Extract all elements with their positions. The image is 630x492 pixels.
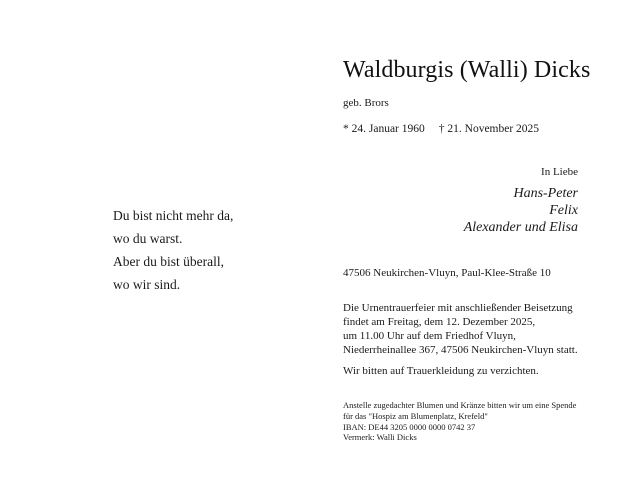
family-address: 47506 Neukirchen-Vluyn, Paul-Klee-Straße 10 [343,267,551,279]
deceased-name: Waldburgis (Walli) Dicks [343,57,591,83]
life-dates [343,123,539,135]
death-date: † 21. November 2025 [438,123,540,135]
clothing-note: Wir bitten auf Trauerkleidung zu verzichten. [343,365,539,377]
poem-line: wo du warst. [113,231,183,246]
donation-reference: Vermerk: Walli Dicks [343,432,417,443]
poem-line: wo wir sind. [113,277,181,292]
poem-line: Du bist nicht mehr da, [113,208,234,223]
donation-line: für das "Hospiz am Blumenplatz, Krefeld" [343,410,488,421]
donation-info [343,400,576,443]
donation-iban: IBAN: DE44 3205 0000 0000 0742 37 [343,421,476,432]
ceremony-line: Niederrheinallee 367, 47506 Neukirchen-Vluyn statt. [343,344,578,356]
mourner-name: Felix [549,203,578,218]
ceremony-info [343,301,578,357]
mourner-name: Hans-Peter [513,186,578,201]
mourners-intro: In Liebe [541,166,578,178]
maiden-name: geb. Brors [343,97,389,109]
ceremony-line: Die Urnentrauerfeier mit anschließender Beisetzung [343,302,573,314]
birth-date: * 24. Januar 1960 [343,123,425,135]
poem [113,204,233,296]
poem-line: Aber du bist überall, [113,254,224,269]
ceremony-line: um 11.00 Uhr auf dem Friedhof Vluyn, [343,330,516,342]
mourner-name: Alexander und Elisa [463,220,578,235]
donation-line: Anstelle zugedachter Blumen und Kränze bitten wir um eine Spende [343,400,577,410]
ceremony-line: findet am Freitag, dem 12. Dezember 2025, [343,316,536,328]
mourners-list [464,185,578,236]
